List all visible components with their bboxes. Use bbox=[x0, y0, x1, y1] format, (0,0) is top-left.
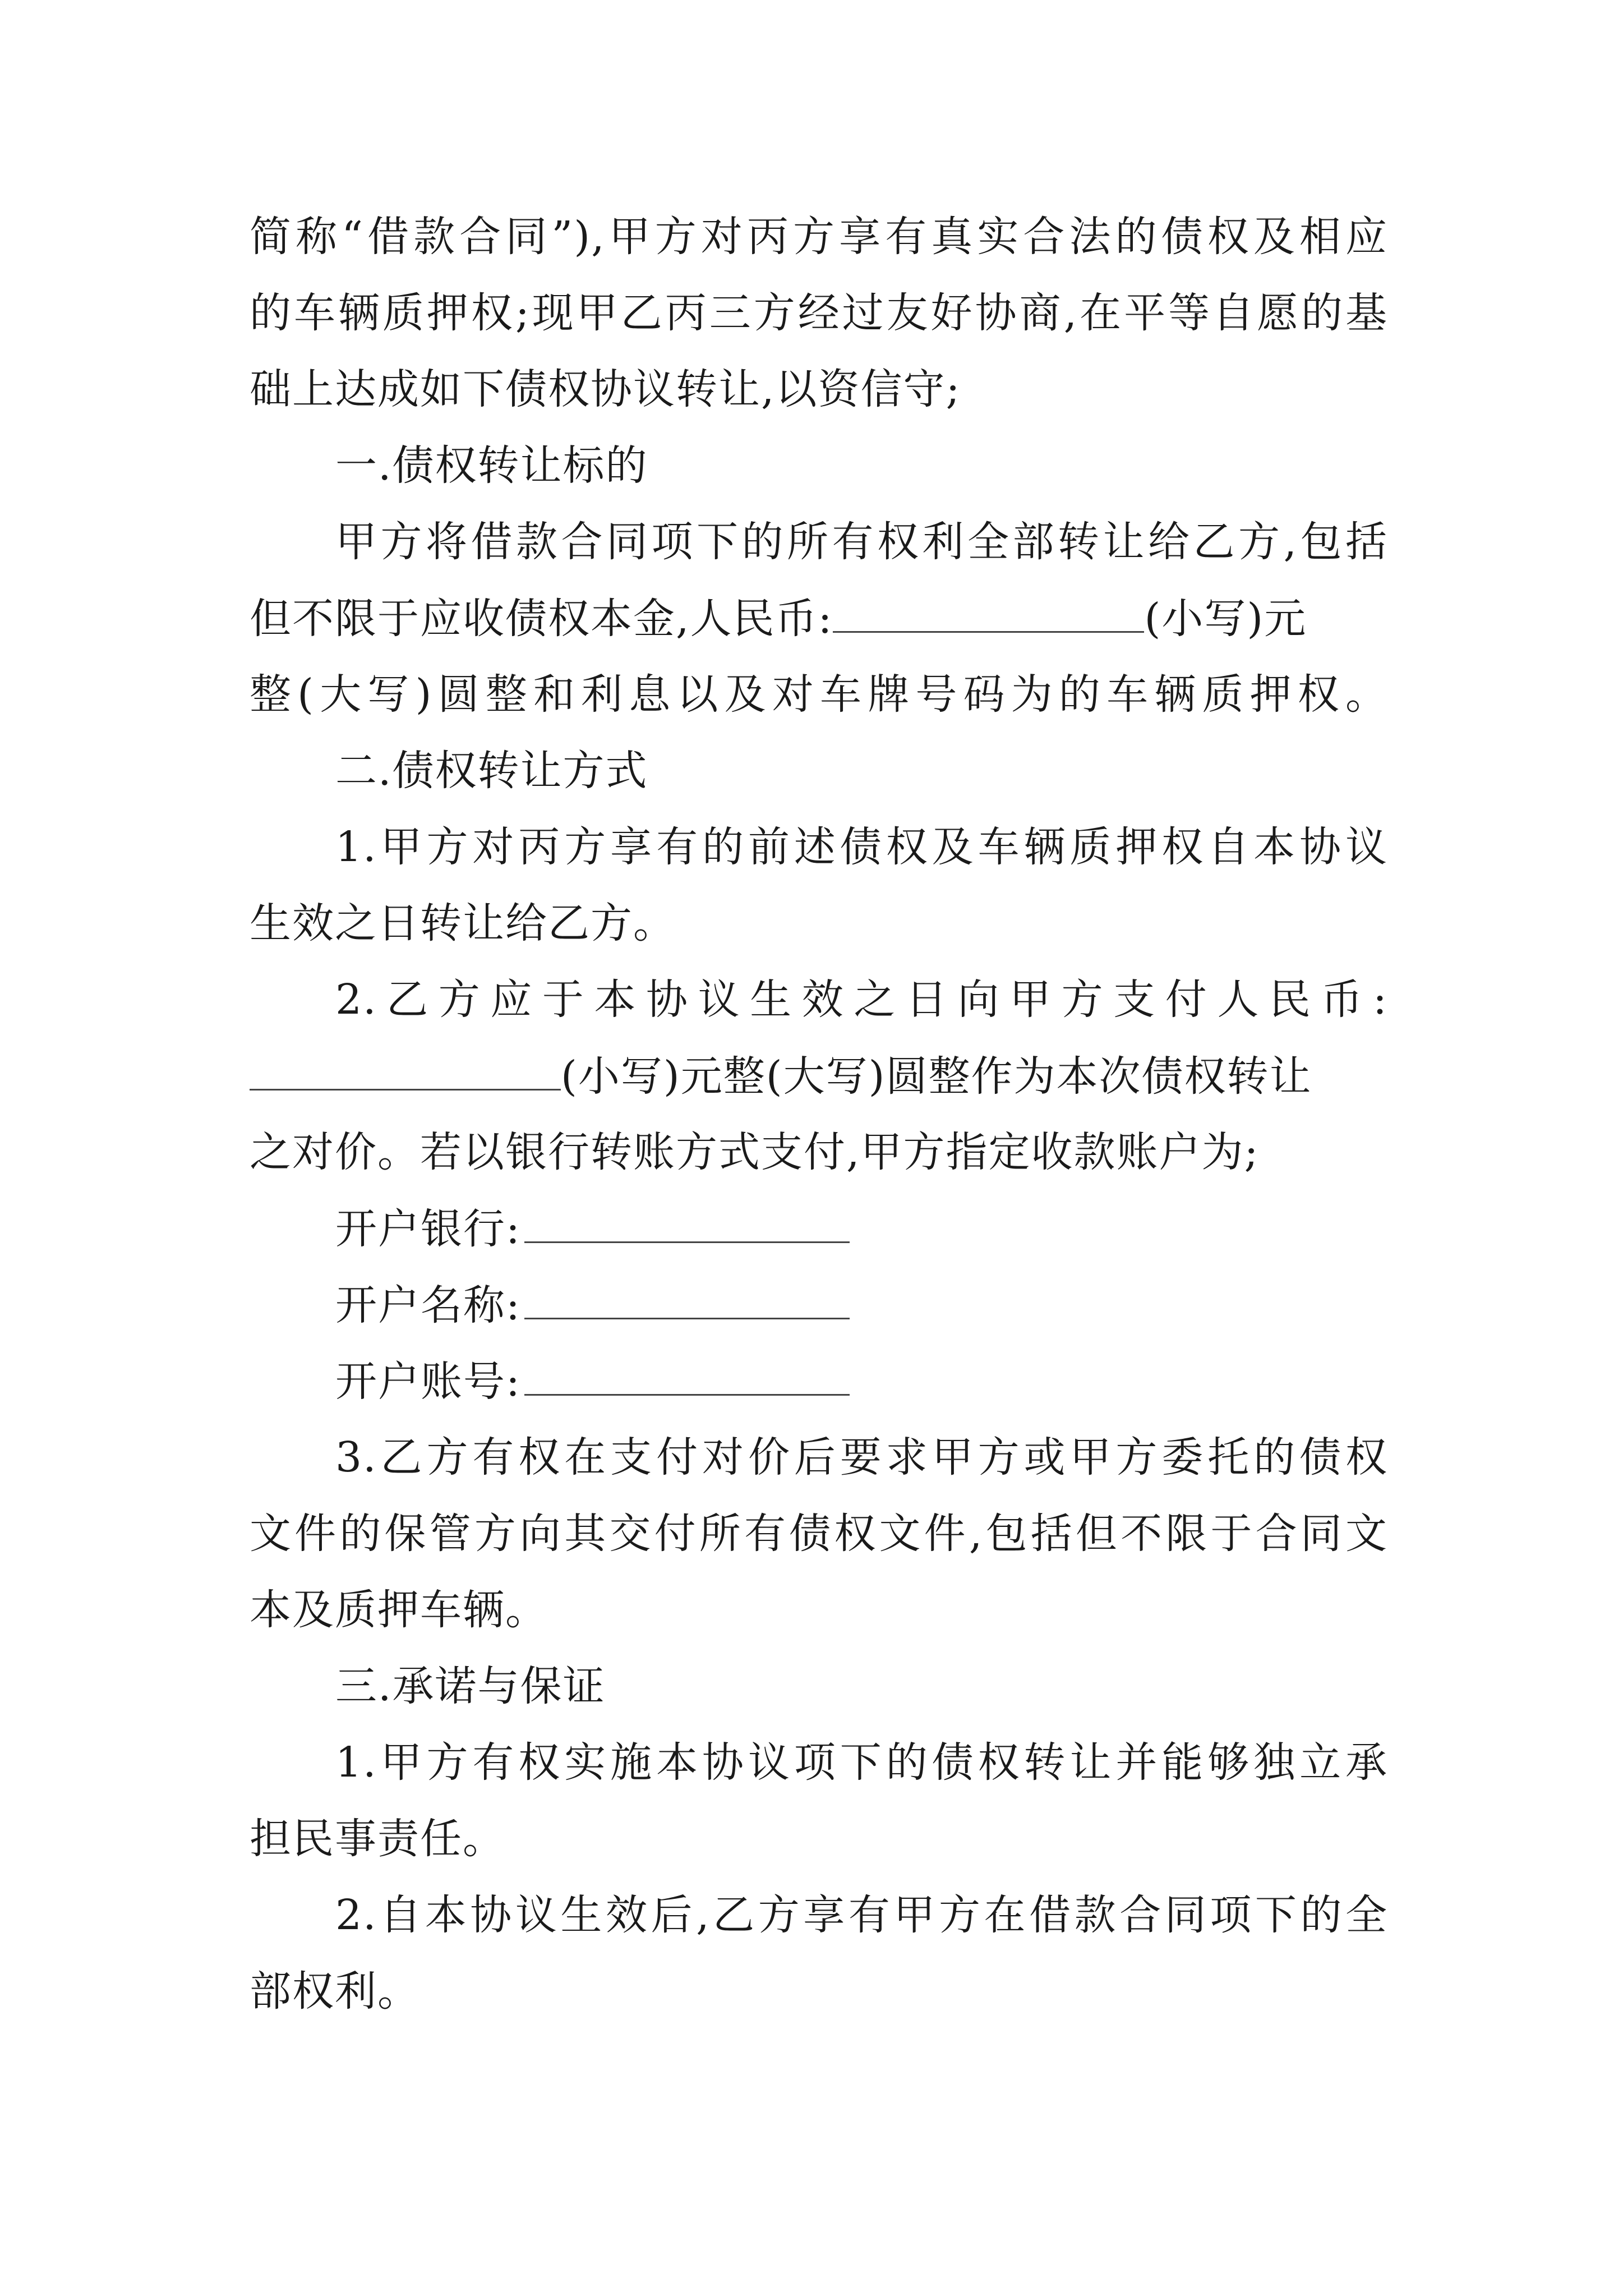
account-name-label: 开户名称: bbox=[335, 1281, 521, 1329]
paragraph-line: 1.甲方对丙方享有的前述债权及车辆质押权自本协议 bbox=[335, 823, 1388, 871]
paragraph-line: 2.乙方应于本协议生效之日向甲方支付人民币: bbox=[335, 976, 1388, 1024]
paragraph-line: 1.甲方有权实施本协议项下的债权转让并能够独立承 bbox=[335, 1738, 1388, 1787]
paragraph-line: 文件的保管方向其交付所有债权文件,包括但不限于合同文 bbox=[250, 1510, 1388, 1558]
account-name-field-row bbox=[335, 1281, 850, 1329]
section-heading: 二.债权转让方式 bbox=[335, 747, 648, 795]
bank-field-row bbox=[335, 1205, 850, 1253]
amount-blank bbox=[250, 1055, 561, 1091]
account-number-label: 开户账号: bbox=[335, 1358, 521, 1406]
bank-label: 开户银行: bbox=[335, 1205, 521, 1253]
paragraph-text: (小写)元 bbox=[1144, 595, 1307, 643]
paragraph-line bbox=[250, 595, 1307, 643]
amount-blank bbox=[833, 597, 1144, 633]
section-heading: 三.承诺与保证 bbox=[335, 1662, 606, 1710]
paragraph-line: 本及质押车辆。 bbox=[250, 1586, 548, 1634]
section-heading: 一.债权转让标的 bbox=[335, 441, 648, 490]
paragraph-line: 生效之日转让给乙方。 bbox=[250, 899, 676, 947]
paragraph-line: 础上达成如下债权协议转让,以资信守; bbox=[250, 365, 961, 413]
bank-blank bbox=[524, 1208, 850, 1243]
paragraph-line: 2.自本协议生效后,乙方享有甲方在借款合同项下的全 bbox=[335, 1891, 1388, 1939]
paragraph-line: 简称“借款合同”),甲方对丙方享有真实合法的债权及相应 bbox=[250, 213, 1388, 261]
paragraph-line: 整(大写)圆整和利息以及对车牌号码为的车辆质押权。 bbox=[250, 670, 1388, 719]
account-name-blank bbox=[524, 1284, 850, 1319]
account-number-field-row bbox=[335, 1358, 850, 1406]
paragraph-line: 的车辆质押权;现甲乙丙三方经过友好协商,在平等自愿的基 bbox=[250, 289, 1388, 337]
paragraph-line: 部权利。 bbox=[250, 1967, 420, 2016]
paragraph-text: 但不限于应收债权本金,人民币: bbox=[250, 595, 833, 643]
paragraph-line: 担民事责任。 bbox=[250, 1815, 505, 1863]
paragraph-text: (小写)元整(大写)圆整作为本次债权转让 bbox=[561, 1052, 1312, 1101]
paragraph-line bbox=[250, 1052, 1312, 1101]
paragraph-line: 之对价。若以银行转账方式支付,甲方指定收款账户为; bbox=[250, 1128, 1260, 1176]
paragraph-line: 甲方将借款合同项下的所有权利全部转让给乙方,包括 bbox=[335, 518, 1388, 566]
account-number-blank bbox=[524, 1360, 850, 1396]
paragraph-line: 3.乙方有权在支付对价后要求甲方或甲方委托的债权 bbox=[335, 1433, 1388, 1481]
